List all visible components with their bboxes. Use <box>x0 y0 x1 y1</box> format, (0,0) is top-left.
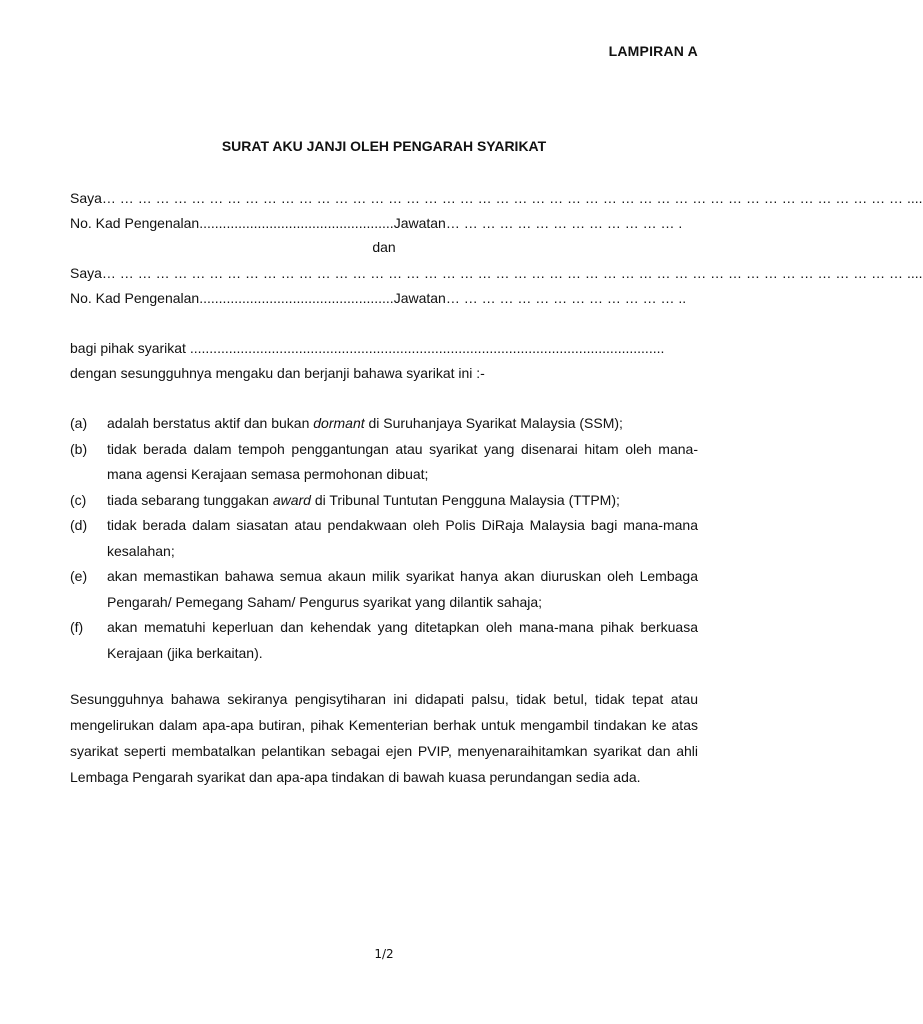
item-text: tidak berada dalam tempoh penggantungan atau syarikat yang disenarai hitam oleh mana-mana agensi Kerajaan semasa permohonan dibuat; <box>107 440 698 482</box>
list-item <box>70 564 698 615</box>
lampiran-label: LAMPIRAN A <box>608 43 698 59</box>
declaration-intro: dengan sesungguhnya mengaku dan berjanji bahawa syarikat ini :- <box>70 365 485 381</box>
item-letter: (c) <box>70 491 87 508</box>
item-text: adalah berstatus aktif dan bukan dormant di Suruhanjaya Syarikat Malaysia (SSM); <box>107 415 623 431</box>
company-line: bagi pihak syarikat .......................................................................................................................... <box>70 340 665 356</box>
list-item <box>70 513 698 564</box>
list-item <box>70 488 698 514</box>
item-letter: (f) <box>70 619 84 635</box>
item-letter: (e) <box>70 568 88 584</box>
closing-paragraph: Sesungguhnya bahawa sekiranya pengisytiharan ini didapati palsu, tidak betul, tidak tepat atau mengelirukan dalam apa-apa butiran, pihak Kementerian berhak untuk mengambil tindakan ke atas syarikat seperti membatalkan pelantikan sebagai ejen PVIP, menyenaraihitamkan syarikat dan ahli Lembaga Pengarah syarikat dan apa-apa tindakan di bawah kuasa perundangan sedia ada. <box>70 691 698 785</box>
saya-line-1: Saya… … … … … … … … … … … … … … … … … … … … … … … … … … … … … … … … … … … … … … … … … … … … … .... <box>70 190 923 206</box>
dan-connector: dan <box>372 239 396 255</box>
item-text: tiada sebarang tunggakan award di Tribunal Tuntutan Pengguna Malaysia (TTPM); <box>107 491 620 508</box>
declaration-list <box>70 411 698 666</box>
item-text: tidak berada dalam siasatan atau pendakwaan oleh Polis DiRaja Malaysia bagi mana-mana kesalahan; <box>107 517 698 559</box>
item-letter: (a) <box>70 415 88 431</box>
list-item <box>70 411 698 437</box>
ic-jawatan-line-1: No. Kad Pengenalan..................................................Jawatan… … … … … … … … … … … … … . <box>70 215 683 231</box>
item-text: akan mematuhi keperluan dan kehendak yang ditetapkan oleh mana-mana pihak berkuasa Kerajaan (jika berkaitan). <box>107 619 698 661</box>
page-number: 1/2 <box>374 947 394 961</box>
item-letter: (d) <box>70 517 88 533</box>
ic-jawatan-line-2: No. Kad Pengenalan..................................................Jawatan… … … … … … … … … … … … … .. <box>70 290 687 306</box>
list-item <box>70 437 698 488</box>
item-text: akan memastikan bahawa semua akaun milik syarikat hanya akan diuruskan oleh Lembaga Pengarah/ Pemegang Saham/ Pengurus syarikat yang dilantik sahaja; <box>107 568 698 610</box>
saya-line-2: Saya… … … … … … … … … … … … … … … … … … … … … … … … … … … … … … … … … … … … … … … … … … … … … .... <box>70 265 923 281</box>
item-letter: (b) <box>70 440 88 457</box>
page-title: SURAT AKU JANJI OLEH PENGARAH SYARIKAT <box>221 138 547 154</box>
list-item <box>70 615 698 666</box>
